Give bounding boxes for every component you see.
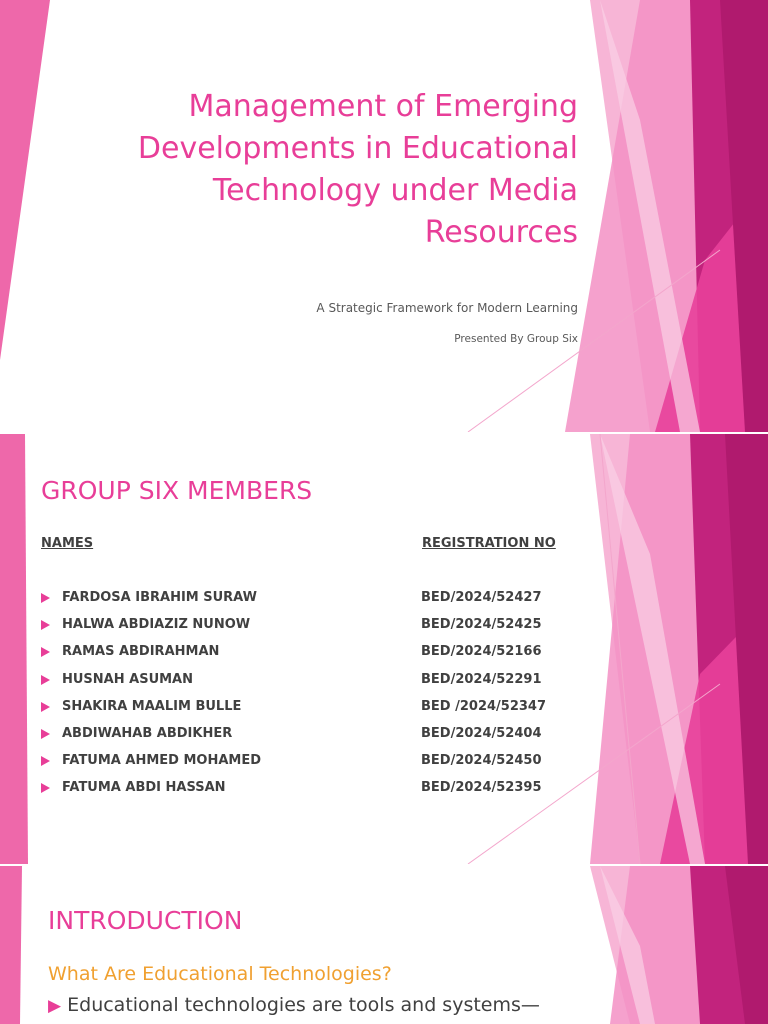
list-item	[41, 780, 561, 807]
triangle-bullet-icon	[41, 593, 50, 603]
triangle-bullet-icon	[41, 783, 50, 793]
triangle-bullet-icon	[41, 756, 50, 766]
triangle-bullet-icon	[41, 729, 50, 739]
introduction-subheading: What Are Educational Technologies?	[48, 963, 392, 985]
member-name: FATUMA ABDI HASSAN	[62, 780, 226, 796]
triangle-bullet-icon	[41, 647, 50, 657]
list-item	[41, 699, 561, 726]
member-name: RAMAS ABDIRAHMAN	[62, 644, 220, 660]
member-list	[41, 590, 561, 808]
member-reg: BED/2024/52450	[421, 753, 542, 769]
member-reg: BED/2024/52425	[421, 617, 542, 633]
member-name: SHAKIRA MAALIM BULLE	[62, 698, 242, 714]
triangle-bullet-icon	[41, 702, 50, 712]
triangle-bullet-icon: ▶	[48, 996, 62, 1016]
member-reg: BED/2024/52166	[421, 644, 542, 660]
slide-subtitle: A Strategic Framework for Modern Learning	[316, 301, 578, 315]
member-name: FARDOSA IBRAHIM SURAW	[62, 590, 257, 605]
list-item	[41, 726, 561, 753]
member-name: FATUMA AHMED MOHAMED	[62, 753, 261, 769]
triangle-bullet-icon	[41, 675, 50, 685]
member-name: ABDIWAHAB ABDIKHER	[62, 725, 233, 741]
introduction-heading: INTRODUCTION	[48, 906, 243, 935]
member-reg: BED/2024/52291	[421, 671, 542, 687]
list-item	[41, 617, 561, 644]
members-heading: GROUP SIX MEMBERS	[41, 476, 313, 505]
slide-title: Management of Emerging Developments in Educational Technology under Media Resources	[137, 89, 578, 250]
presented-by: Presented By Group Six	[454, 333, 578, 345]
member-reg: BED/2024/52395	[421, 780, 542, 796]
names-column-header: NAMES	[41, 536, 94, 551]
title-slide	[0, 0, 768, 432]
registration-column-header: REGISTRATION NO	[422, 536, 556, 551]
member-reg: BED /2024/52347	[421, 698, 547, 714]
member-reg: BED/2024/52404	[421, 725, 542, 741]
introduction-bullet	[48, 994, 568, 1016]
member-reg: BED/2024/52427	[421, 590, 542, 605]
list-item	[41, 590, 561, 617]
list-item	[41, 644, 561, 671]
list-item	[41, 753, 561, 780]
introduction-bullet-text: Educational technologies are tools and systems—	[67, 994, 540, 1016]
member-name: HUSNAH ASUMAN	[62, 671, 194, 687]
triangle-bullet-icon	[41, 620, 50, 630]
member-name: HALWA ABDIAZIZ NUNOW	[62, 617, 251, 633]
list-item	[41, 672, 561, 699]
